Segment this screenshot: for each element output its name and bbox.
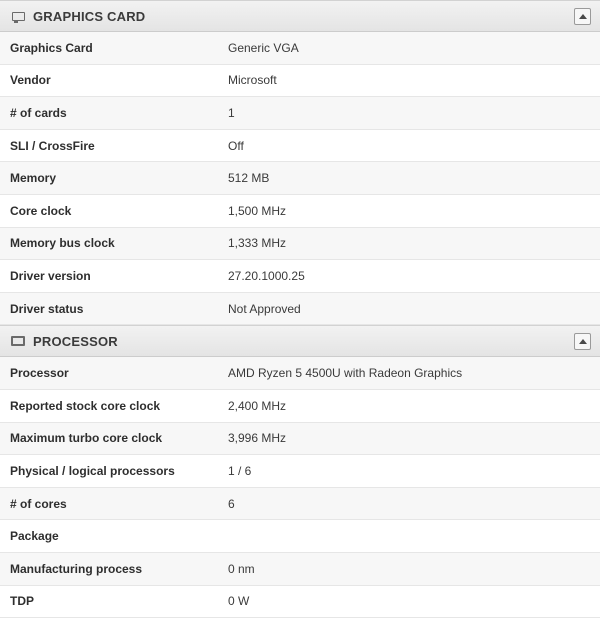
table-row — [0, 130, 600, 163]
row-label: Manufacturing process — [10, 561, 143, 576]
row-label: # of cards — [10, 105, 67, 120]
section-header-processor[interactable] — [0, 325, 600, 357]
table-row — [0, 260, 600, 293]
row-value: 3,996 MHz — [228, 431, 287, 446]
row-value: 1 — [228, 105, 235, 120]
row-label: Vendor — [10, 73, 51, 88]
row-value: 1 / 6 — [228, 463, 252, 478]
table-row — [0, 390, 600, 423]
table-row — [0, 195, 600, 228]
row-value: 27.20.1000.25 — [228, 268, 305, 283]
row-label: TDP — [10, 594, 34, 609]
rows-graphics-card — [0, 32, 600, 325]
row-label: Memory bus clock — [10, 236, 115, 251]
table-row — [0, 520, 600, 553]
row-value: Microsoft — [228, 73, 277, 88]
row-value: Generic VGA — [228, 40, 299, 55]
collapse-button-graphics-card[interactable] — [574, 8, 591, 25]
section-title-graphics-card: GRAPHICS CARD — [33, 8, 146, 24]
table-row — [0, 586, 600, 619]
section-title-processor: PROCESSOR — [33, 333, 118, 349]
chevron-up-icon — [579, 339, 587, 344]
row-value: 6 — [228, 496, 235, 511]
row-value: 512 MB — [228, 171, 270, 186]
table-row — [0, 293, 600, 326]
table-row — [0, 162, 600, 195]
table-row — [0, 357, 600, 390]
row-label: Memory — [10, 171, 57, 186]
row-label: Physical / logical processors — [10, 463, 175, 478]
row-label: Maximum turbo core clock — [10, 431, 163, 446]
row-value: 0 nm — [228, 561, 255, 576]
section-header-graphics-card[interactable] — [0, 0, 600, 32]
row-label: Processor — [10, 366, 69, 381]
processor-icon — [10, 333, 26, 349]
row-value: 1,500 MHz — [228, 203, 287, 218]
table-row — [0, 553, 600, 586]
table-row — [0, 228, 600, 261]
row-label: Driver version — [10, 268, 91, 283]
graphics-card-icon — [10, 8, 26, 24]
table-row — [0, 455, 600, 488]
row-label: SLI / CrossFire — [10, 138, 95, 153]
row-value: 1,333 MHz — [228, 236, 287, 251]
row-label: Package — [10, 529, 59, 544]
chevron-up-icon — [579, 14, 587, 19]
table-row — [0, 488, 600, 521]
table-row — [0, 97, 600, 130]
table-row — [0, 32, 600, 65]
row-value: AMD Ryzen 5 4500U with Radeon Graphics — [228, 366, 463, 381]
rows-processor — [0, 357, 600, 618]
table-row — [0, 423, 600, 456]
row-label: Driver status — [10, 301, 84, 316]
row-value: 0 W — [228, 594, 250, 609]
row-value: Not Approved — [228, 301, 301, 316]
row-label: Graphics Card — [10, 40, 93, 55]
section-processor — [0, 325, 600, 618]
collapse-button-processor[interactable] — [574, 333, 591, 350]
row-label: Core clock — [10, 203, 72, 218]
row-label: # of cores — [10, 496, 67, 511]
row-value: 2,400 MHz — [228, 398, 287, 413]
row-value: Off — [228, 138, 244, 153]
table-row — [0, 65, 600, 98]
row-label: Reported stock core clock — [10, 398, 161, 413]
